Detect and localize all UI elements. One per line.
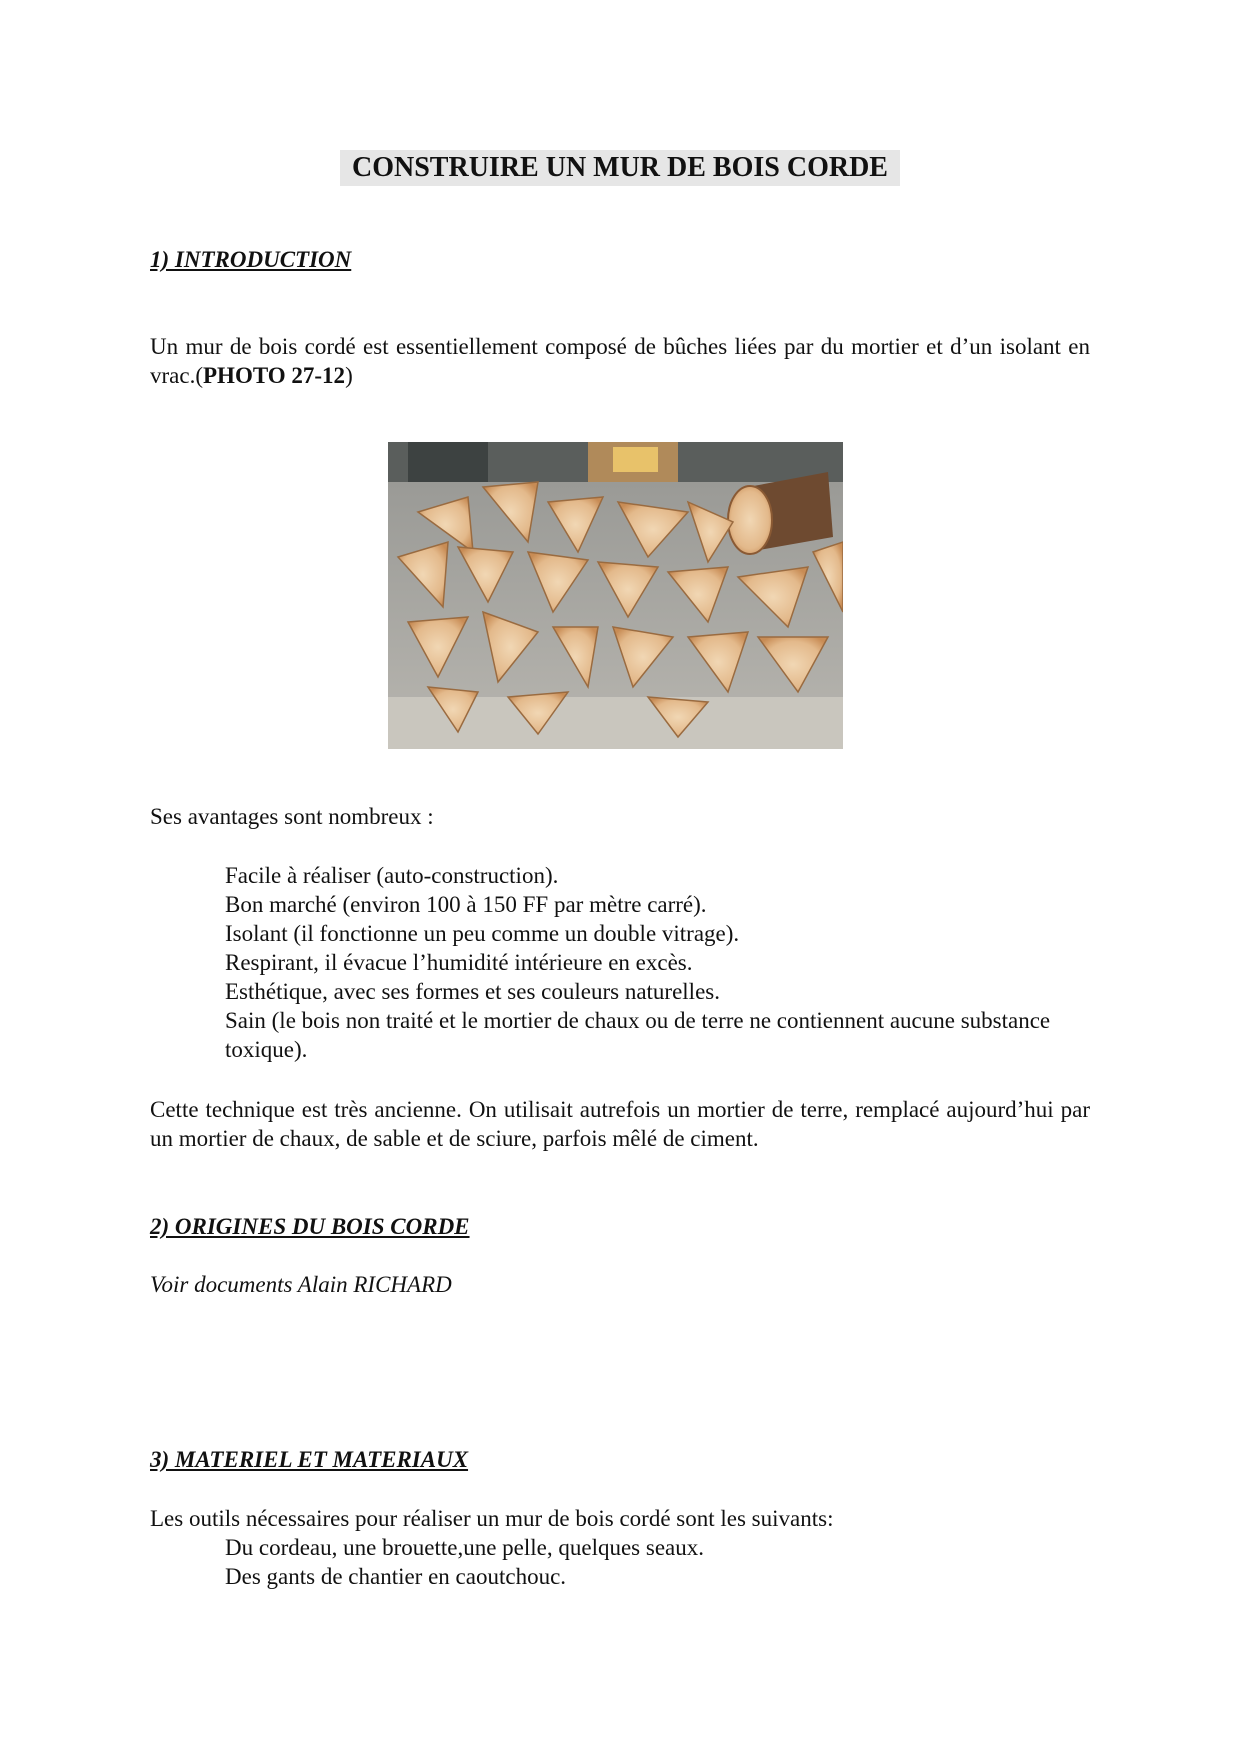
list-item: Esthétique, avec ses formes et ses couleurs naturelles. — [225, 979, 720, 1004]
intro-text: Un mur de bois cordé est essentiellement composé de bûches liées par du mortier et d’un isolant en vrac.( — [150, 334, 1090, 388]
cordwood-wall-photo — [388, 442, 843, 749]
tools-list — [225, 1533, 1095, 1591]
document-title: CONSTRUIRE UN MUR DE BOIS CORDE — [340, 150, 900, 186]
list-item: Isolant (il fonctionne un peu comme un double vitrage). — [225, 921, 740, 946]
intro-paragraph — [150, 332, 1090, 390]
list-item: Sain (le bois non traité et le mortier de chaux ou de terre ne contiennent aucune substance toxique). — [225, 1008, 1051, 1062]
history-paragraph: Cette technique est très ancienne. On utilisait autrefois un mortier de terre, remplacé aujourd’hui par un mortier de chaux, de sable et de sciure, parfois mêlé de ciment. — [150, 1097, 1090, 1151]
list-item: Bon marché (environ 100 à 150 FF par mètre carré). — [225, 892, 707, 917]
section-heading-origines: 2) ORIGINES DU BOIS CORDE — [150, 1214, 470, 1239]
section-heading-introduction: 1) INTRODUCTION — [150, 247, 352, 272]
tools-intro: Les outils nécessaires pour réaliser un mur de bois cordé sont les suivants: — [150, 1506, 834, 1531]
list-item: Respirant, il évacue l’humidité intérieure en excès. — [225, 950, 693, 975]
section-heading-materiel: 3) MATERIEL ET MATERIAUX — [150, 1447, 469, 1472]
advantages-list — [225, 861, 1095, 1064]
list-item: Des gants de chantier en caoutchouc. — [225, 1564, 567, 1589]
list-item: Facile à réaliser (auto-construction). — [225, 863, 559, 888]
list-item: Du cordeau, une brouette,une pelle, quelques seaux. — [225, 1535, 704, 1560]
intro-close: ) — [345, 363, 353, 388]
photo-reference: PHOTO 27-12 — [203, 363, 346, 388]
origines-note: Voir documents Alain RICHARD — [150, 1272, 452, 1297]
advantages-label: Ses avantages sont nombreux : — [150, 804, 434, 829]
